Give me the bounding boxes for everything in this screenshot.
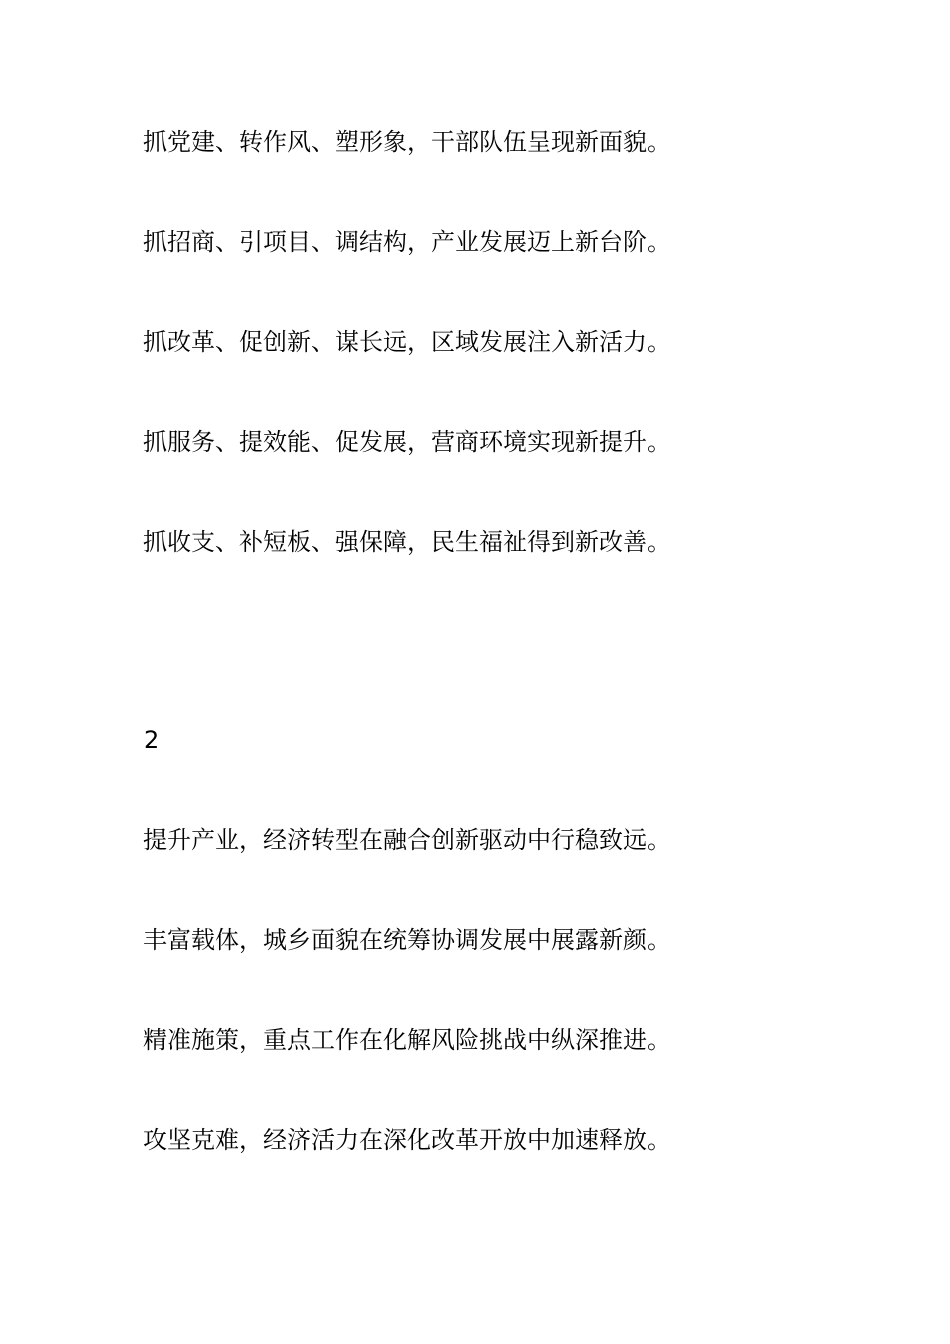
paragraph-line: 精准施策，重点工作在化解风险挑战中纵深推进。	[143, 1026, 671, 1054]
paragraph-line: 抓改革、促创新、谋长远，区域发展注入新活力。	[143, 328, 671, 356]
paragraph-line: 丰富载体，城乡面貌在统筹协调发展中展露新颜。	[143, 926, 671, 954]
section-number: 2	[144, 726, 160, 754]
paragraph-line: 提升产业，经济转型在融合创新驱动中行稳致远。	[143, 826, 671, 854]
paragraph-line: 攻坚克难，经济活力在深化改革开放中加速释放。	[143, 1126, 671, 1154]
paragraph-line: 抓收支、补短板、强保障，民生福祉得到新改善。	[143, 528, 671, 556]
paragraph-line: 抓招商、引项目、调结构，产业发展迈上新台阶。	[143, 228, 671, 256]
paragraph-line: 抓服务、提效能、促发展，营商环境实现新提升。	[143, 428, 671, 456]
paragraph-line: 抓党建、转作风、塑形象，干部队伍呈现新面貌。	[143, 128, 671, 156]
